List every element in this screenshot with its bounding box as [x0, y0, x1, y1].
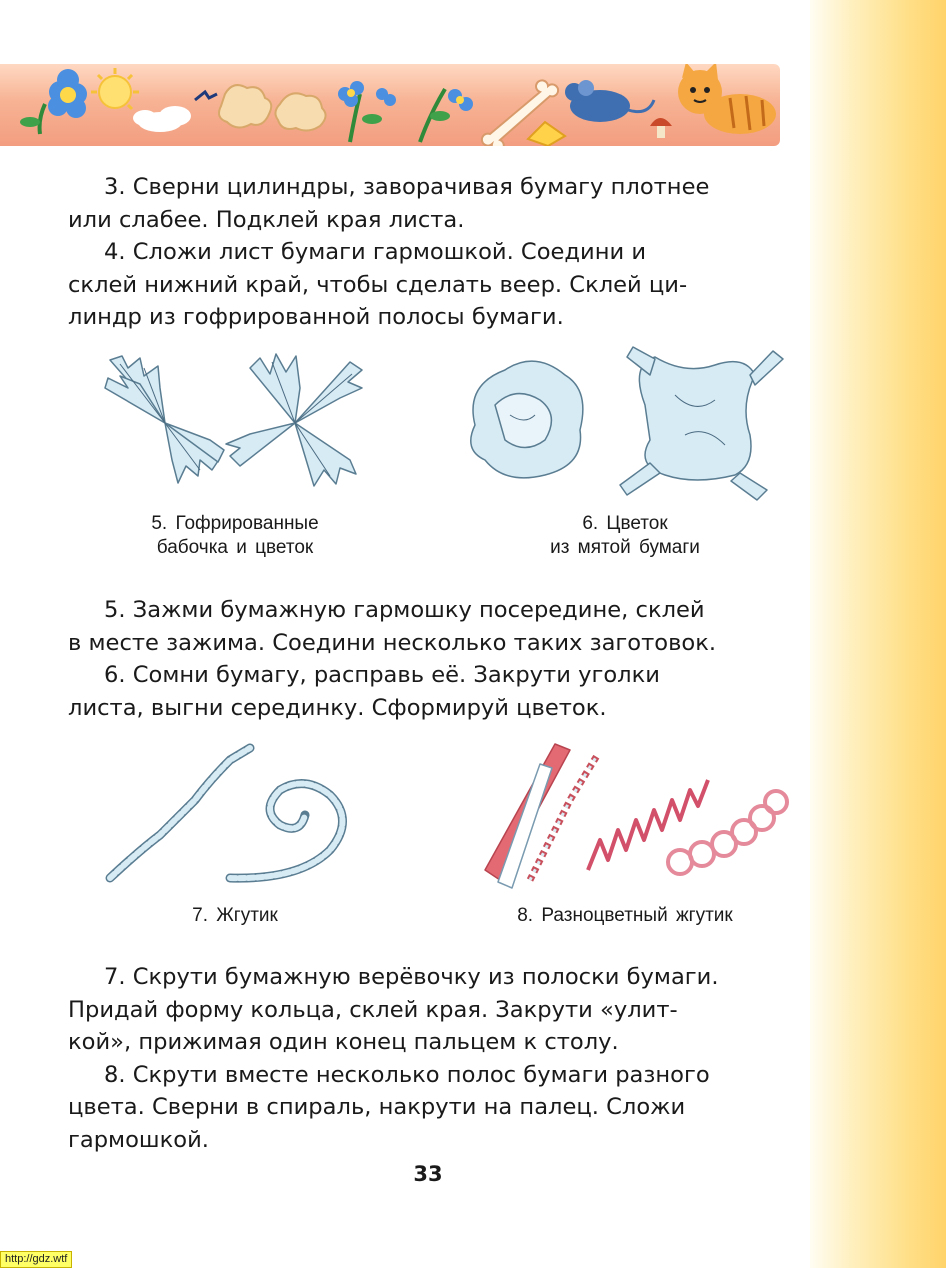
figure-multicolor-rope	[480, 740, 790, 890]
figure-caption-5	[110, 512, 360, 560]
figure-caption-8	[480, 904, 770, 928]
paragraph-8	[68, 1059, 790, 1157]
paragraph-line: 8. Скрути вместе несколько полос бумаги разного	[104, 1061, 710, 1088]
paragraph-line: Придай форму кольца, склей края. Закрути «улит-	[68, 996, 678, 1023]
source-url-link[interactable]: http://gdz.wtf	[0, 1251, 72, 1268]
banner-illustration	[0, 64, 780, 146]
paragraph-3	[68, 171, 790, 236]
paragraph-4	[68, 236, 790, 334]
paragraph-line: 5. Зажми бумажную гармошку посередине, склей	[104, 597, 705, 623]
paragraph-6	[68, 659, 790, 724]
sun-icon	[91, 68, 139, 109]
paragraph-line: в месте зажима. Соедини несколько таких заготовок.	[68, 629, 717, 656]
flower-icon	[338, 81, 473, 142]
cheese-icon	[528, 122, 565, 146]
cookie-dog-icon	[219, 85, 326, 130]
figure-caption-7	[160, 904, 310, 928]
decorative-banner	[0, 64, 780, 146]
paragraph-line: 6. Сомни бумагу, расправь её. Закрути уголки	[104, 662, 660, 688]
paragraph-line: или слабее. Подклей края листа.	[68, 206, 465, 233]
caption-line: 5. Гофрированные	[151, 513, 319, 534]
paragraph-line: 3. Сверни цилиндры, заворачивая бумагу плотнее	[104, 174, 710, 200]
paragraph-line: линдр из гофрированной полосы бумаги.	[68, 304, 564, 330]
caption-line: из мятой бумаги	[550, 537, 700, 558]
paragraph-line: склей нижний край, чтобы сделать веер. Склей ци-	[68, 271, 688, 298]
cat-icon	[678, 64, 776, 134]
side-color-strip	[810, 0, 946, 1268]
figure-paper-rope	[100, 740, 390, 890]
mushroom-icon	[650, 118, 672, 138]
paragraph-line: гармошкой.	[68, 1126, 209, 1153]
paragraph-group-bottom	[68, 961, 790, 1156]
paragraph-line: листа, выгни серединку. Сформируй цветок.	[68, 694, 607, 721]
paragraph-group-top	[68, 171, 790, 334]
paragraph-line: цвета. Сверни в спираль, накрути на палец. Сложи	[68, 1094, 686, 1120]
flower-icon	[20, 69, 87, 134]
figure-caption-6	[500, 512, 750, 560]
caption-line: 6. Цветок	[582, 513, 668, 534]
paragraph-5	[68, 594, 790, 659]
paragraph-line: 4. Сложи лист бумаги гармошкой. Соедини и	[104, 239, 647, 265]
caption-line: 7. Жгутик	[192, 905, 278, 926]
paragraph-line: кой», прижимая один конец пальцем к столу.	[68, 1029, 619, 1055]
caption-line: бабочка и цветок	[156, 537, 314, 558]
paragraph-7	[68, 961, 790, 1059]
figure-crumpled-flower	[455, 345, 790, 505]
figure-folded-butterfly	[100, 348, 370, 498]
mouse-icon	[565, 80, 654, 122]
caption-line: 8. Разноцветный жгутик	[517, 905, 733, 926]
paragraph-line: 7. Скрути бумажную верёвочку из полоски бумаги.	[104, 964, 719, 990]
bird-icon	[195, 92, 217, 100]
page-number: 33	[413, 1162, 443, 1186]
cloud-icon	[133, 106, 191, 132]
paragraph-group-middle	[68, 594, 790, 724]
